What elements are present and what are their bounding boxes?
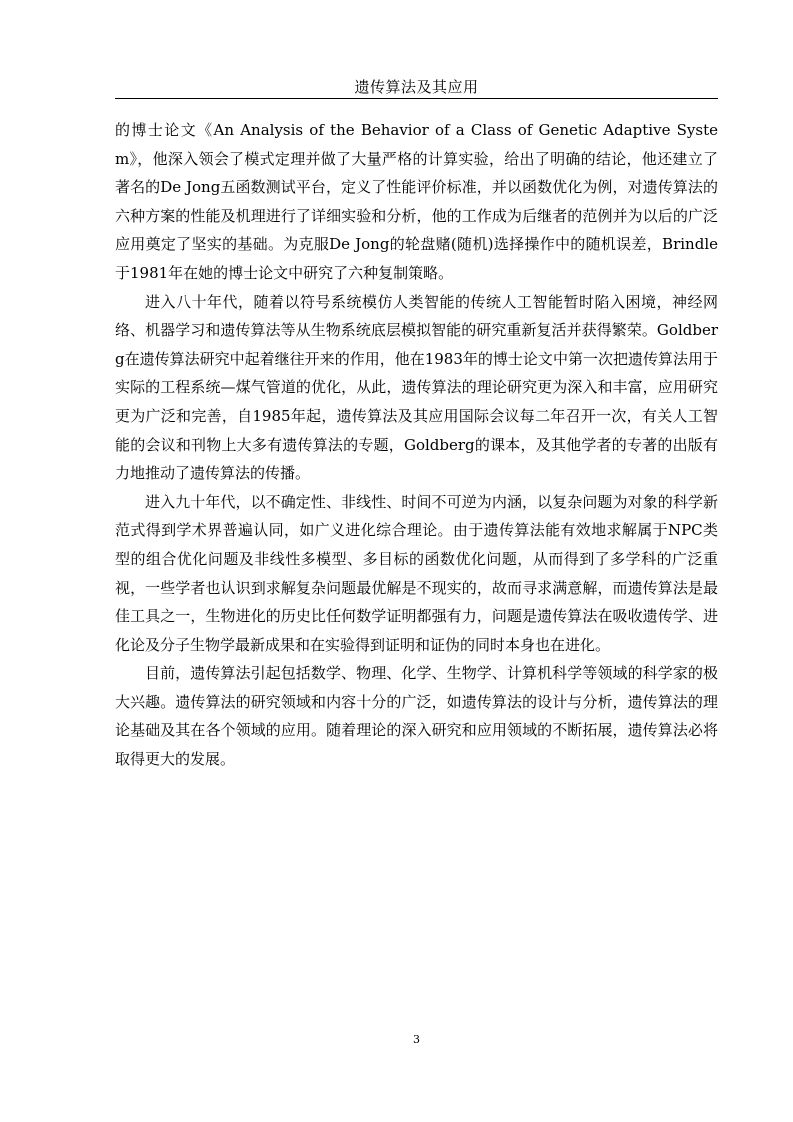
paragraph-2: 进入八十年代，随着以符号系统模仿人类智能的传统人工智能暂时陷入困境，神经网络、机器学习和遗传算法等从生物系统底层模拟智能的研究重新复活并获得繁荣。Goldberg在遗传算法研究中起着继往开来的作用，他在1983年的博士论文中第一次把遗传算法用于实际的工程系统—煤气管道的优化，从此，遗传算法的理论研究更为深入和丰富，应用研究更为广泛和完善，自1985年起，遗传算法及其应用国际会议每二年召开一次，有关人工智能的会议和刊物上大多有遗传算法的专题，Goldberg的课本，及其他学者的专著的出版有力地推动了遗传算法的传播。 (115, 292, 718, 483)
paragraph-3: 进入九十年代，以不确定性、非线性、时间不可逆为内涵，以复杂问题为对象的科学新范式得到学术界普遍认同，如广义进化综合理论。由于遗传算法能有效地求解属于NPC类型的组合优化问题及非线性多模型、多目标的函数优化问题，从而得到了多学科的广泛重视，一些学者也认识到求解复杂问题最优解是不现实的，故而寻求满意解，而遗传算法是最佳工具之一，生物进化的历史比任何数学证明都强有力，问题是遗传算法在吸收遗传学、进化论及分子生物学最新成果和在实验得到证明和证伪的同时本身也在进化。 (115, 492, 718, 654)
paragraph-4: 目前，遗传算法引起包括数学、物理、化学、生物学、计算机科学等领域的科学家的极大兴趣。遗传算法的研究领域和内容十分的广泛，如遗传算法的设计与分析，遗传算法的理论基础及其在各个领域的应用。随着理论的深入研究和应用领域的不断拓展，遗传算法必将取得更大的发展。 (115, 664, 718, 769)
paragraph-1: 的博士论文《An Analysis of the Behavior of a Class of Genetic Adaptive System》，他深入领会了模式定理并做了大量严格的计算实验，给出了明确的结论，他还建立了著名的De Jong五函数测试平台，定义了性能评价标准，并以函数优化为例，对遗传算法的六种方案的性能及机理进行了详细实验和分析，他的工作成为后继者的范例并为以后的广泛应用奠定了坚实的基础。为克服De Jong的轮盘赌(随机)选择操作中的随机误差，Brindle于1981年在她的博士论文中研究了六种复制策略。 (115, 121, 718, 282)
header-divider (115, 98, 718, 99)
running-header-title: 遗传算法及其应用 (354, 78, 479, 96)
document-body (115, 116, 718, 774)
page-number: 3 (413, 1033, 420, 1046)
